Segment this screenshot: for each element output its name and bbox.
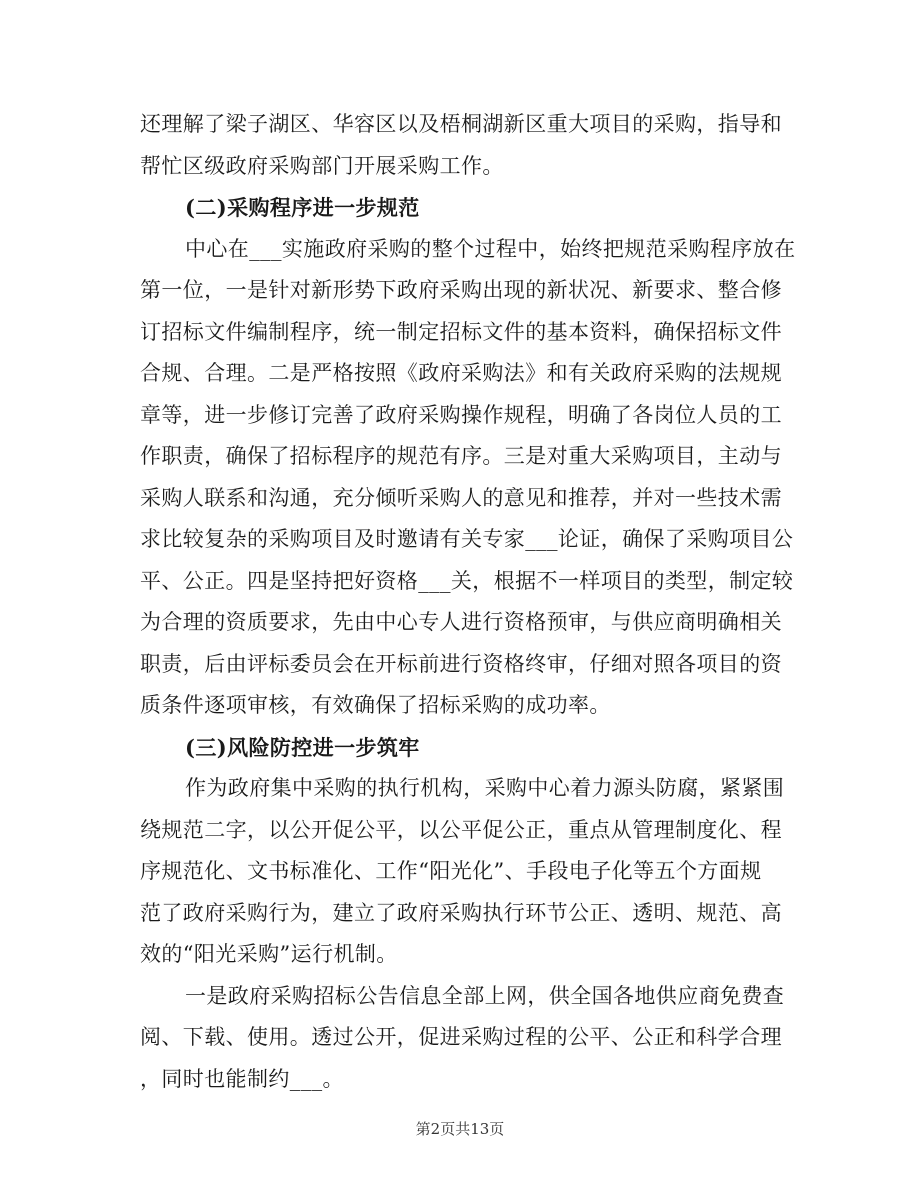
text-line: 采购人联系和沟通，充分倾听采购人的意见和推荐，并对一些技术需 (140, 485, 782, 510)
text-line: 求比较复杂的采购项目及时邀请有关专家___论证，确保了采购项目公 (140, 527, 794, 551)
text-line: 作职责，确保了招标程序的规范有序。三是对重大采购项目，主动与 (140, 444, 782, 468)
text-line: 章等，进一步修订完善了政府采购操作规程，明确了各岗位人员的工 (140, 402, 782, 427)
page-footer: 第2页共13页 (415, 1120, 505, 1138)
text-line: 阅、下载、使用。透过公开，促进采购过程的公平、公正和科学合理 (140, 1025, 782, 1049)
text-line: 序规范化、文书标准化、工作“阳光化”、手段电子化等五个方面规 (140, 859, 762, 883)
text-line: 帮忙区级政府采购部门开展采购工作。 (140, 153, 504, 178)
text-line: 订招标文件编制程序，统一制定招标文件的基本资料，确保招标文件 (140, 319, 782, 344)
text-line: ，同时也能制约___。 (140, 1066, 344, 1091)
section-heading: (三)风险防控进一步筑牢 (185, 734, 420, 760)
text-line: 绕规范二字，以公开促公平，以公平促公正，重点从管理制度化、程 (140, 817, 782, 842)
document-body (140, 104, 800, 1100)
text-line: 质条件逐项审核，有效确保了招标采购的成功率。 (140, 693, 611, 717)
text-line: 一是政府采购招标公告信息全部上网，供全国各地供应商免费查 (185, 983, 785, 1008)
text-line: 平、公正。四是坚持把好资格___关，根据不一样项目的类型，制定较 (140, 568, 794, 593)
text-line: 合规、合理。二是严格按照《政府采购法》和有关政府采购的法规规 (140, 361, 782, 385)
text-line: 作为政府集中采购的执行机构，采购中心着力源头防腐，紧紧围 (185, 776, 785, 800)
text-line: 职责，后由评标委员会在开标前进行资格终审，仔细对照各项目的资 (140, 651, 782, 676)
text-line: 范了政府采购行为，建立了政府采购执行环节公正、透明、规范、高 (140, 900, 782, 925)
section-heading: (二)采购程序进一步规范 (185, 195, 420, 220)
text-line: 效的“阳光采购”运行机制。 (140, 942, 398, 966)
text-line: 还理解了梁子湖区、华容区以及梧桐湖新区重大项目的采购，指导和 (140, 112, 782, 136)
text-line: 第一位，一是针对新形势下政府采购出现的新状况、新要求、整合修 (140, 278, 782, 302)
text-line: 中心在___实施政府采购的整个过程中，始终把规范采购程序放在 (185, 236, 796, 261)
text-line: 为合理的资质要求，先由中心专人进行资格预审，与供应商明确相关 (140, 610, 782, 634)
